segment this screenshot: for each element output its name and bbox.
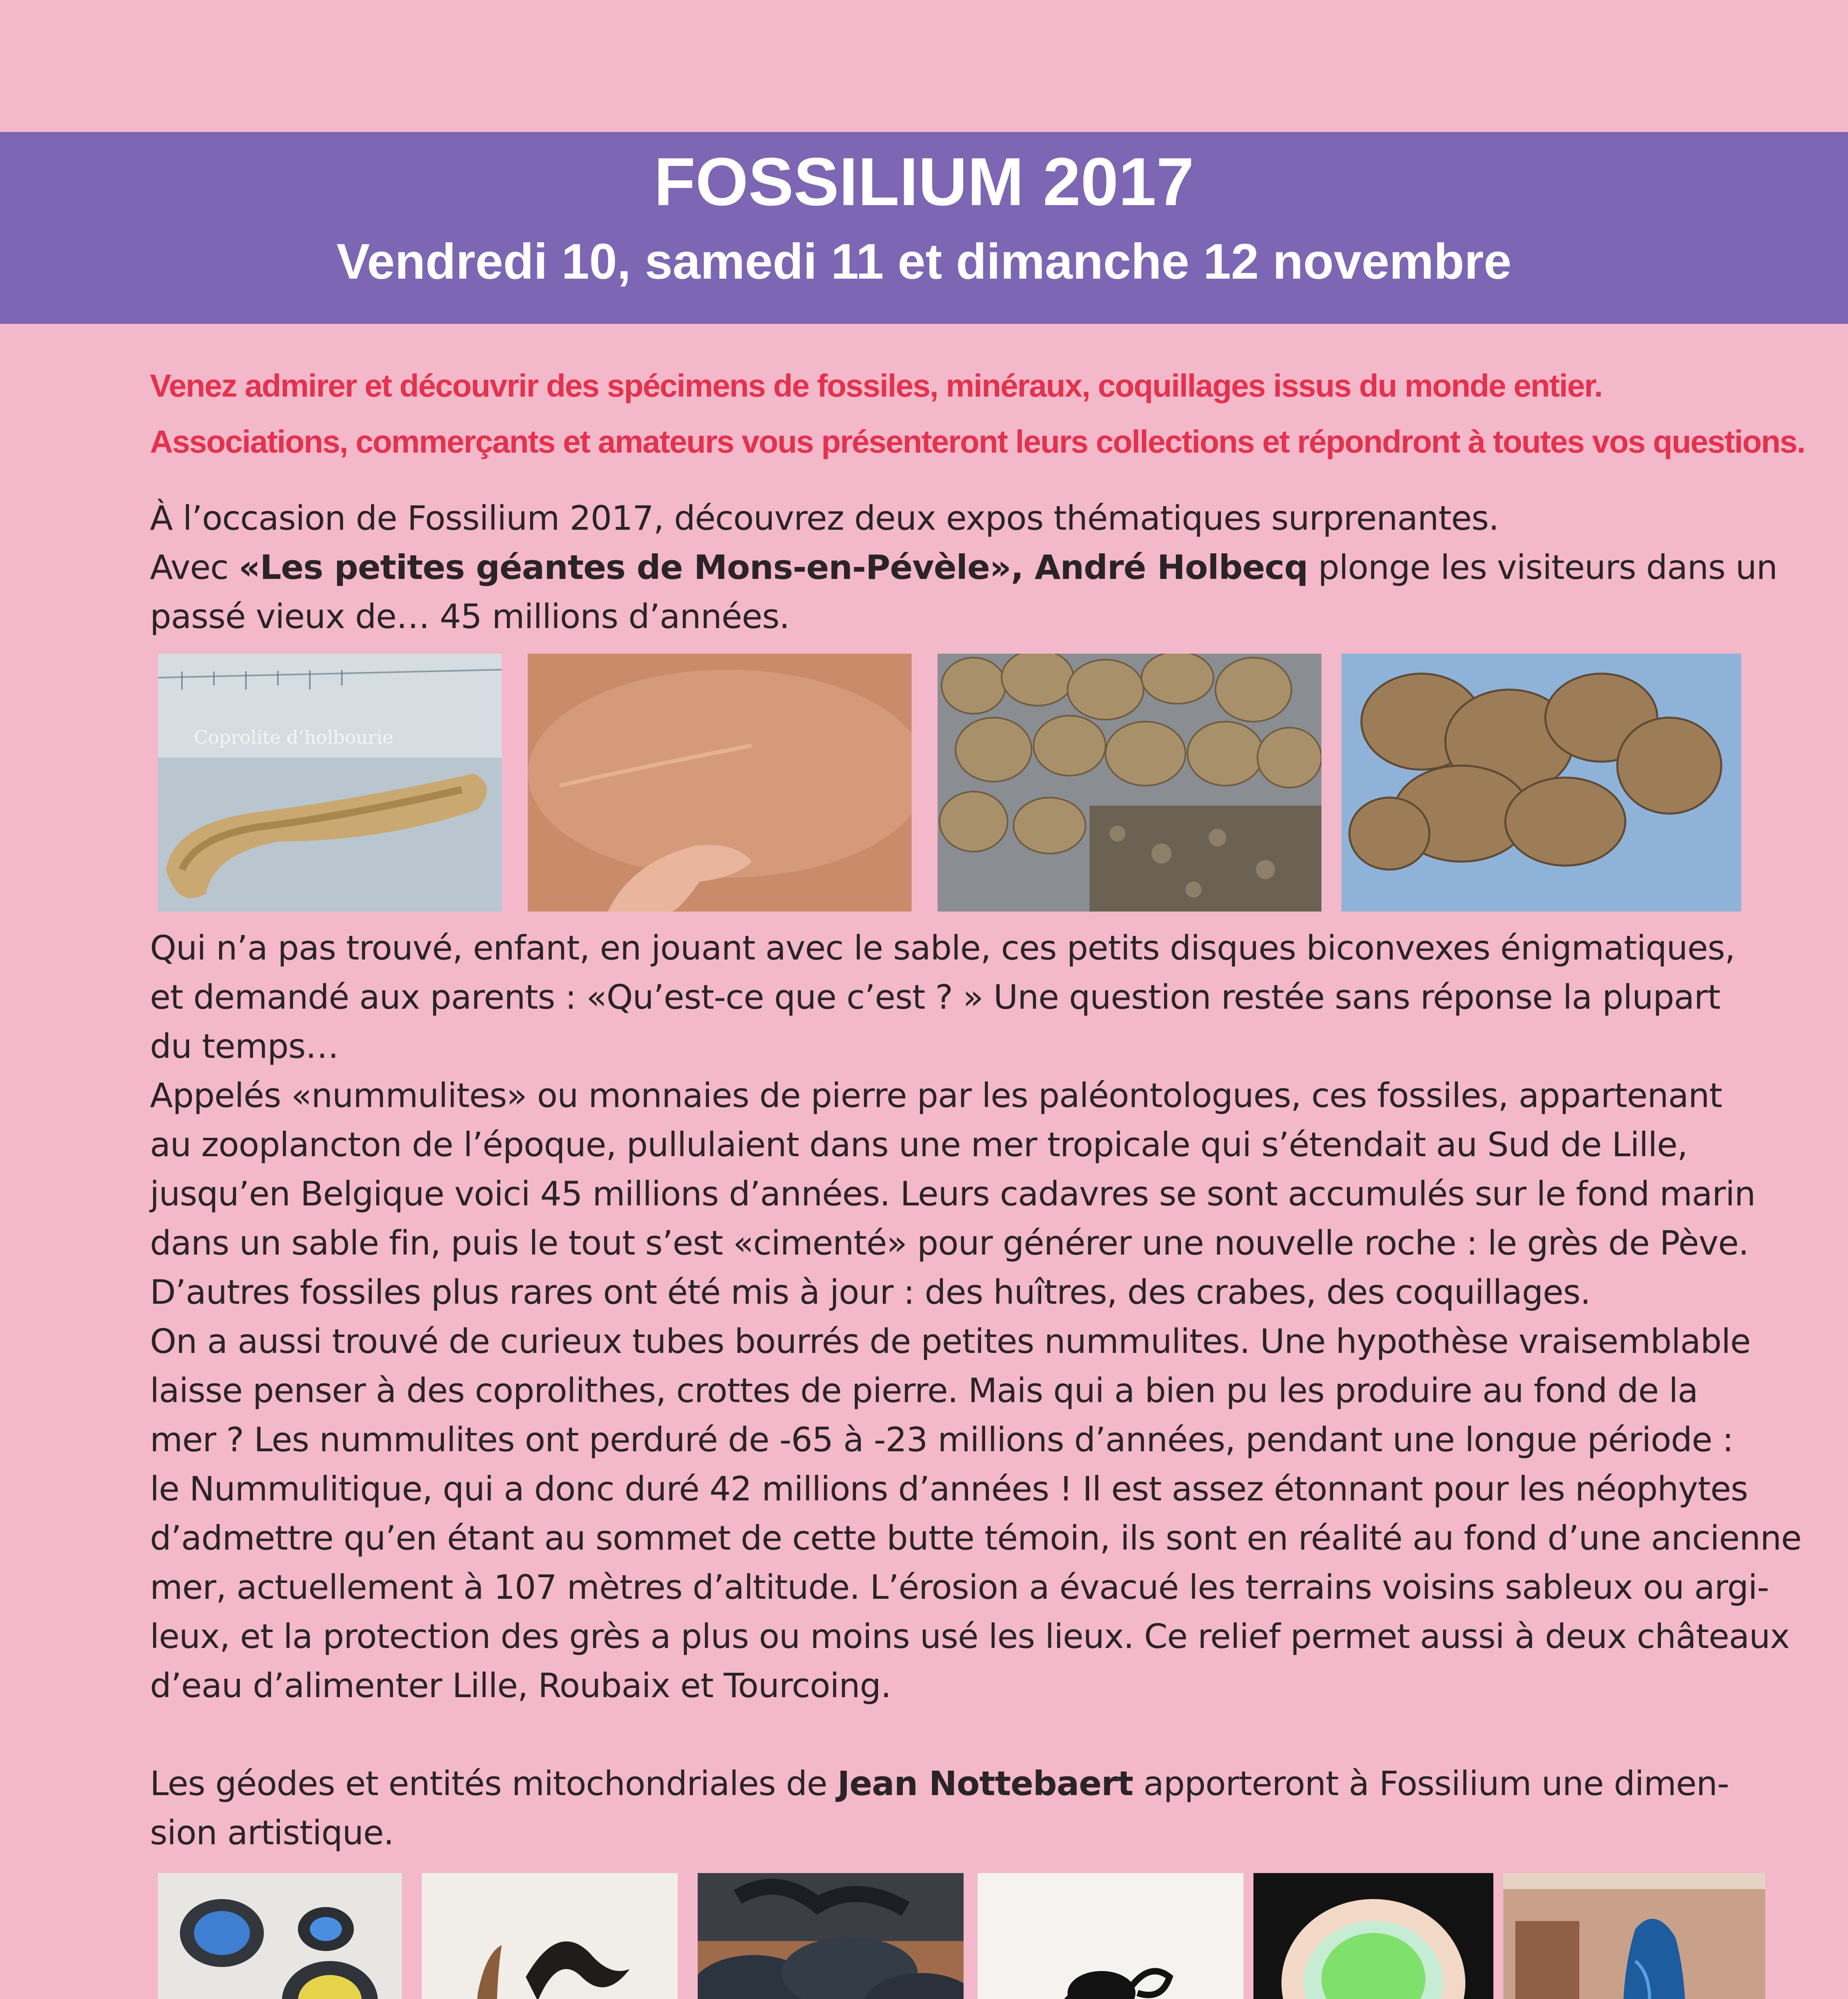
paragraph-line: mer, actuellement à 107 mètres d’altitude. L’érosion a évacué les terrains voisins sableux ou argi- xyxy=(150,1568,1769,1607)
paragraph-line: À l’occasion de Fossilium 2017, découvrez deux expos thématiques surprenantes. xyxy=(150,499,1499,538)
photo-ceramic-sand xyxy=(698,1873,964,1999)
artist-name: Jean Nottebaert xyxy=(837,1764,1133,1803)
paragraph-line xyxy=(150,543,1778,592)
paragraph-line: le Nummulitique, qui a donc duré 42 millions d’années ! Il est assez étonnant pour les néophytes xyxy=(150,1469,1748,1508)
photo-ceramic-blue-figure xyxy=(1503,1873,1765,1999)
photo-caption: Coprolite d’holbourie xyxy=(194,726,393,748)
paragraph-line: dans un sable fin, puis le tout s’est «cimenté» pour générer une nouvelle roche : le grès de Pève. xyxy=(150,1223,1749,1263)
paragraph-line: mer ? Les nummulites ont perduré de -65 à -23 millions d’années, pendant une longue période : xyxy=(150,1420,1733,1459)
paragraph-line xyxy=(150,1759,1747,1808)
paragraph-line: D’autres fossiles plus rares ont été mis à jour : des huîtres, des crabes, des coquillages. xyxy=(150,1273,1591,1312)
paragraph-line: au zooplancton de l’époque, pullulaient dans une mer tropicale qui s’étendait au Sud de Lille, xyxy=(150,1125,1688,1164)
photo-ceramic-green-bowl xyxy=(1253,1873,1493,1999)
photo-ceramic-figures xyxy=(422,1873,678,1999)
event-title: FOSSILIUM 2017 xyxy=(654,144,1194,220)
paragraph-line: laisse penser à des coprolithes, crottes de pierre. Mais qui a bien pu les produire au fond de la xyxy=(150,1371,1698,1410)
paragraph-line: sion artistique. xyxy=(150,1813,394,1852)
text-run: plonge les visiteurs dans un xyxy=(1307,548,1778,587)
header-banner xyxy=(0,132,1848,324)
event-dates: Vendredi 10, samedi 11 et dimanche 12 novembre xyxy=(336,234,1512,289)
paragraph-nummulites xyxy=(150,924,1802,1710)
photo-coprolite xyxy=(158,654,502,912)
paragraph-line: d’admettre qu’en étant au sommet de cette butte témoin, ils sont en réalité au fond d’une ancienne xyxy=(150,1518,1802,1558)
paragraph-line: du temps… xyxy=(150,1027,339,1066)
text-run: Avec xyxy=(150,548,239,587)
photo-ceramic-bowls xyxy=(158,1873,402,1999)
paragraph-line: On a aussi trouvé de curieux tubes bourrés de petites nummulites. Une hypothèse vraisemblable xyxy=(150,1322,1751,1361)
paragraph-line: jusqu’en Belgique voici 45 millions d’années. Leurs cadavres se sont accumulés sur le fond marin xyxy=(150,1174,1756,1213)
paragraph-holbecq xyxy=(150,494,1778,641)
intro-text xyxy=(150,358,1805,470)
photo-nummulites-pile xyxy=(938,654,1321,912)
exhibit-name: «Les petites géantes de Mons-en-Pévèle», André Holbecq xyxy=(238,548,1308,587)
paragraph-line: Appelés «nummulites» ou monnaies de pierre par les paléontologues, ces fossiles, appartenant xyxy=(150,1076,1722,1115)
photo-nummulites-blue xyxy=(1341,654,1741,912)
paragraph-line: d’eau d’alimenter Lille, Roubaix et Tourcoing. xyxy=(150,1666,891,1705)
paragraph-line: leux, et la protection des grès a plus ou moins usé les lieux. Ce relief permet aussi à deux châteaux xyxy=(150,1617,1790,1656)
photo-ceramic-shelf xyxy=(978,1873,1243,1999)
paragraph-line: Qui n’a pas trouvé, enfant, en jouant avec le sable, ces petits disques biconvexes énigmatiques, xyxy=(150,928,1735,968)
intro-line-1: Venez admirer et découvrir des spécimens de fossiles, minéraux, coquillages issus du monde entier. xyxy=(150,368,1603,403)
photo-sandstone-hand xyxy=(528,654,912,912)
text-run: Les géodes et entités mitochondriales de xyxy=(150,1764,838,1803)
paragraph-nottebaert xyxy=(150,1759,1747,1857)
intro-line-2: Associations, commerçants et amateurs vous présenteront leurs collections et répondront à toutes vos questions. xyxy=(150,424,1805,459)
paragraph-line: et demandé aux parents : «Qu’est-ce que c’est ? » Une question restée sans réponse la plupart xyxy=(150,978,1720,1017)
text-run: apporteront à Fossilium une dimen- xyxy=(1133,1764,1729,1803)
paragraph-line: passé vieux de… 45 millions d’années. xyxy=(150,597,790,636)
